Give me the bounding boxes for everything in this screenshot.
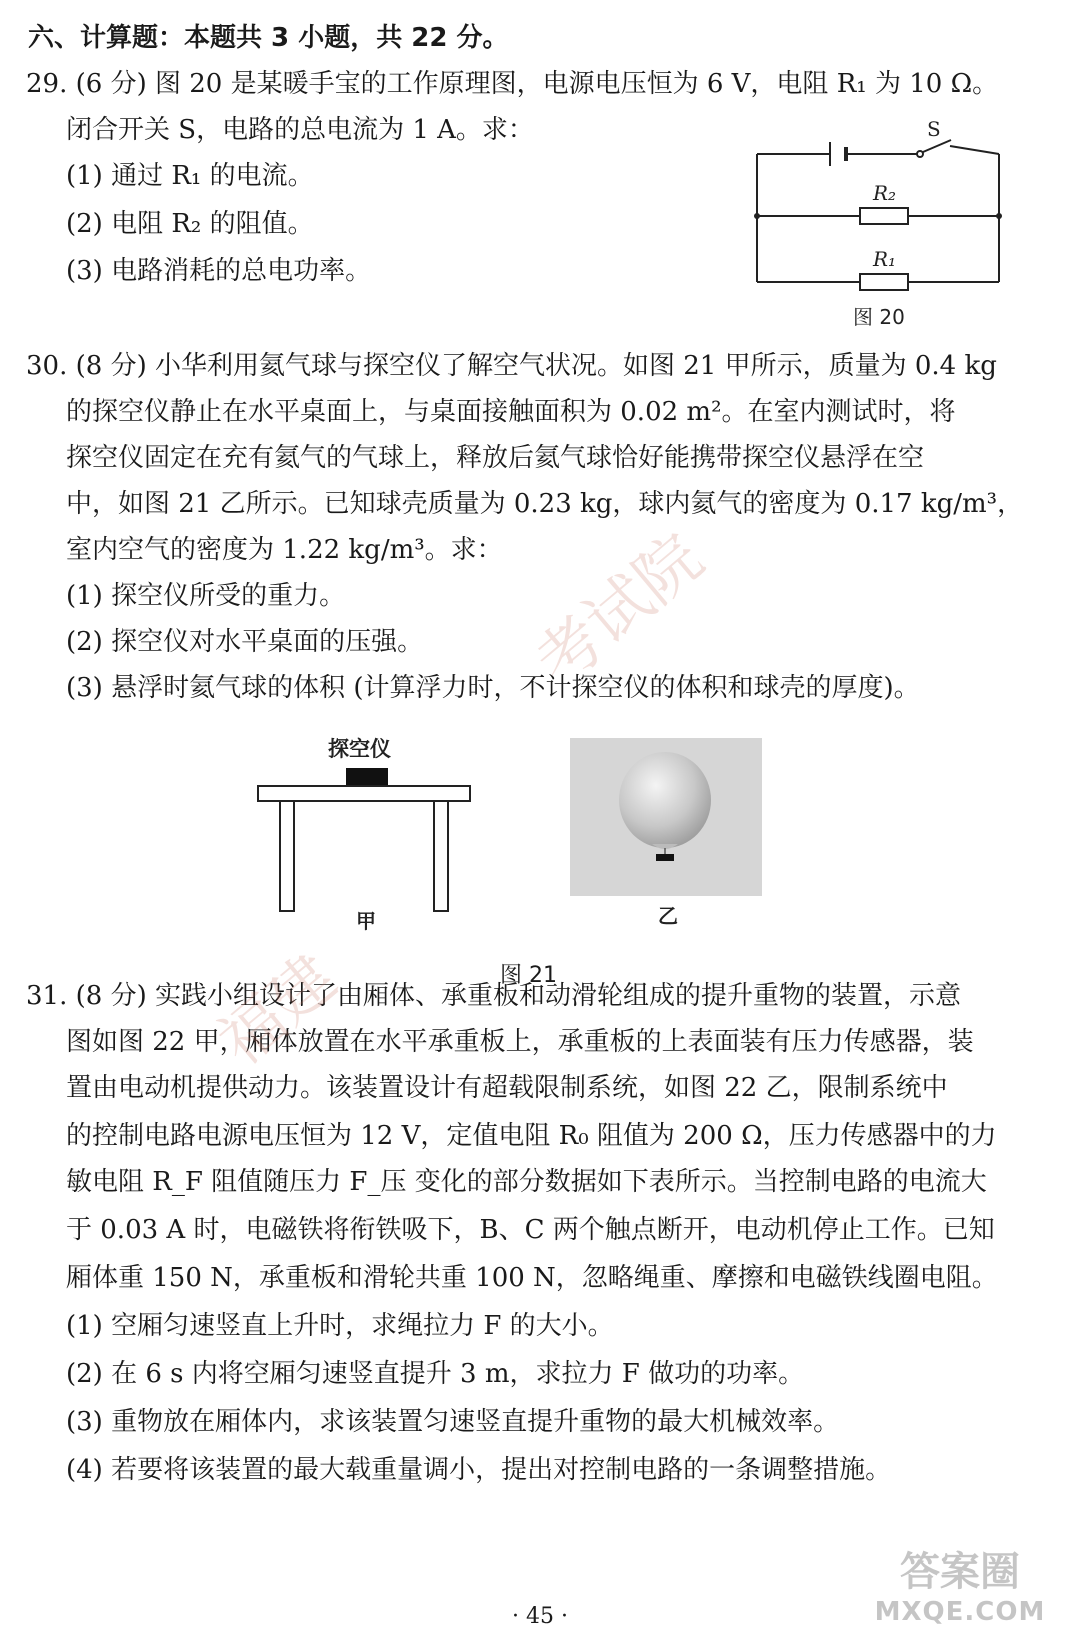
junction-left: [754, 213, 760, 219]
corner-watermark-url: MXQE.COM: [874, 1597, 1046, 1627]
circuit-diagram-fig20: [745, 112, 1065, 337]
q31-sub-4: (4) 若要将该装置的最大载重量调小，提出对控制电路的一条调整措施。: [66, 1455, 892, 1485]
section-heading: 六、计算题：本题共 3 小题，共 22 分。: [28, 23, 509, 53]
q29-line-1: 29. (6 分) 图 20 是某暖手宝的工作原理图，电源电压恒为 6 V，电阻 R₁ 为 10 Ω。: [26, 69, 999, 99]
device-label: 探空仪: [328, 737, 391, 761]
q31-line-3: 置由电动机提供动力。该装置设计有超载限制系统，如图 22 乙，限制系统中: [66, 1073, 948, 1103]
balloon-probe-device: [656, 854, 674, 861]
q30-sub-1: (1) 探空仪所受的重力。: [66, 581, 346, 611]
resistor-r2: [860, 208, 908, 224]
left-figure-label: 甲: [356, 909, 376, 933]
resistor-r1: [860, 274, 908, 290]
table-leg-left: [280, 801, 294, 911]
watermark-lower-left: 福建: [205, 941, 351, 1081]
switch-label: S: [927, 117, 941, 141]
q31-line-2: 图如图 22 甲，厢体放置在水平承重板上，承重板的上表面装有压力传感器，装: [66, 1027, 974, 1057]
switch-lever: [923, 140, 951, 152]
right-figure-label: 乙: [658, 904, 678, 928]
q30-sub-2: (2) 探空仪对水平桌面的压强。: [66, 627, 424, 657]
r2-label: R₂: [873, 181, 897, 205]
probe-device: [346, 768, 388, 786]
q31-line-1: 31. (8 分) 实践小组设计了由厢体、承重板和动滑轮组成的提升重物的装置，示意: [26, 981, 961, 1011]
fig20-caption: 图 20: [853, 305, 905, 329]
q31-line-6: 于 0.03 A 时，电磁铁将衔铁吸下，B、C 两个触点断开，电动机停止工作。已知: [66, 1215, 995, 1245]
corner-watermark-title: 答案圈: [900, 1549, 1020, 1595]
table-leg-right: [434, 801, 448, 911]
balloon-photo: [570, 738, 765, 948]
page-number: · 45 ·: [512, 1604, 568, 1629]
helium-balloon: [619, 752, 711, 848]
table-device-figure: [250, 730, 490, 950]
q30-sub-3: (3) 悬浮时氦气球的体积 (计算浮力时，不计探空仪的体积和球壳的厚度)。: [66, 673, 920, 703]
q31-sub-1: (1) 空厢匀速竖直上升时，求绳拉力 F 的大小。: [66, 1311, 614, 1341]
q29-line-2: 闭合开关 S，电路的总电流为 1 A。求：: [66, 115, 534, 145]
q31-sub-3: (3) 重物放在厢体内，求该装置匀速竖直提升重物的最大机械效率。: [66, 1407, 840, 1437]
q31-line-4: 的控制电路电源电压恒为 12 V，定值电阻 R₀ 阻值为 200 Ω，压力传感器中的力: [66, 1121, 997, 1151]
q29-sub-1: (1) 通过 R₁ 的电流。: [66, 161, 314, 191]
q30-line-2: 的探空仪静止在水平桌面上，与桌面接触面积为 0.02 m²。在室内测试时，将: [66, 397, 956, 427]
q30-line-4: 中，如图 21 乙所示。已知球壳质量为 0.23 kg，球内氦气的密度为 0.17 kg/m³，: [66, 489, 1024, 519]
q29-sub-3: (3) 电路消耗的总电功率。: [66, 256, 372, 286]
q31-line-7: 厢体重 150 N，承重板和滑轮共重 100 N，忽略绳重、摩擦和电磁铁线圈电阻。: [66, 1263, 998, 1293]
q30-line-3: 探空仪固定在充有氦气的气球上，释放后氦气球恰好能携带探空仪悬浮在空: [66, 443, 925, 473]
fig21-caption: 图 21: [500, 963, 557, 988]
q31-line-5: 敏电阻 R_F 阻值随压力 F_压 变化的部分数据如下表所示。当控制电路的电流大: [66, 1167, 987, 1197]
q30-line-1: 30. (8 分) 小华利用氦气球与探空仪了解空气状况。如图 21 甲所示，质量为 0.4 kg: [26, 351, 997, 381]
r1-label: R₁: [873, 247, 897, 271]
q31-sub-2: (2) 在 6 s 内将空厢匀速竖直提升 3 m，求拉力 F 做功的功率。: [66, 1359, 805, 1389]
table-top: [258, 786, 470, 801]
switch-pivot: [917, 151, 923, 157]
q30-line-5: 室内空气的密度为 1.22 kg/m³。求：: [66, 535, 503, 565]
q29-sub-2: (2) 电阻 R₂ 的阻值。: [66, 209, 314, 239]
junction-right: [996, 213, 1002, 219]
watermark-center: 考试院: [522, 520, 718, 701]
